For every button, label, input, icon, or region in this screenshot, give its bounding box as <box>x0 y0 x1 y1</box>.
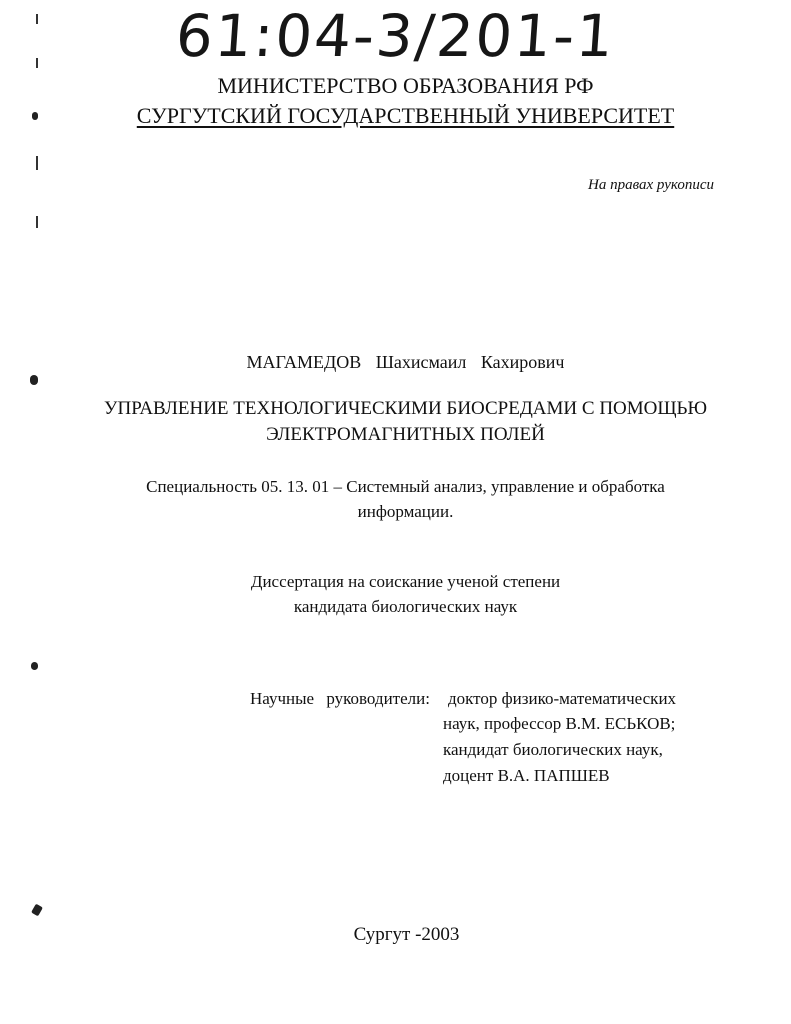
ministry-heading: МИНИСТЕРСТВО ОБРАЗОВАНИЯ РФ <box>217 73 594 98</box>
scan-speck <box>31 662 38 670</box>
dissertation-line-1: Диссертация на соискание ученой степени <box>250 572 561 591</box>
author-first-name: Шахисмаил <box>375 352 467 372</box>
scan-mark <box>36 14 38 24</box>
archive-stamp: 61:04-3/201-1 <box>173 2 618 70</box>
university-heading: СУРГУТСКИЙ ГОСУДАРСТВЕННЫЙ УНИВЕРСИТЕТ <box>136 103 675 128</box>
thesis-title-line-1: УПРАВЛЕНИЕ ТЕХНОЛОГИЧЕСКИМИ БИОСРЕДАМИ С ПОМОЩЬЮ <box>104 398 707 419</box>
city-year: Сургут -2003 <box>353 924 460 945</box>
thesis-title-line-2: ЭЛЕКТРОМАГНИТНЫХ ПОЛЕЙ <box>266 424 545 445</box>
supervisors-line-3: кандидат биологических наук, <box>443 740 663 759</box>
specialty-line-2: информации. <box>357 502 454 521</box>
dissertation-line-2: кандидата биологических наук <box>293 597 518 616</box>
scan-mark <box>36 216 38 228</box>
author-name <box>0 352 791 373</box>
scan-mark <box>36 58 38 68</box>
scan-speck <box>30 375 38 385</box>
supervisors-line-2: наук, профессор В.М. ЕСЬКОВ; <box>443 714 676 733</box>
scan-speck <box>31 904 43 917</box>
rights-note: На правах рукописи <box>588 177 714 193</box>
author-patronymic: Кахирович <box>480 352 565 372</box>
supervisors-line-1: доктор физико-математических <box>448 689 677 708</box>
author-surname: МАГАМЕДОВ <box>246 352 362 372</box>
scan-mark <box>36 156 38 170</box>
supervisors-line-4: доцент В.А. ПАПШЕВ <box>443 766 610 785</box>
supervisors-label: Научные руководители: <box>250 689 430 708</box>
specialty-line-1: Специальность 05. 13. 01 – Системный анализ, управление и обработка <box>146 477 665 496</box>
